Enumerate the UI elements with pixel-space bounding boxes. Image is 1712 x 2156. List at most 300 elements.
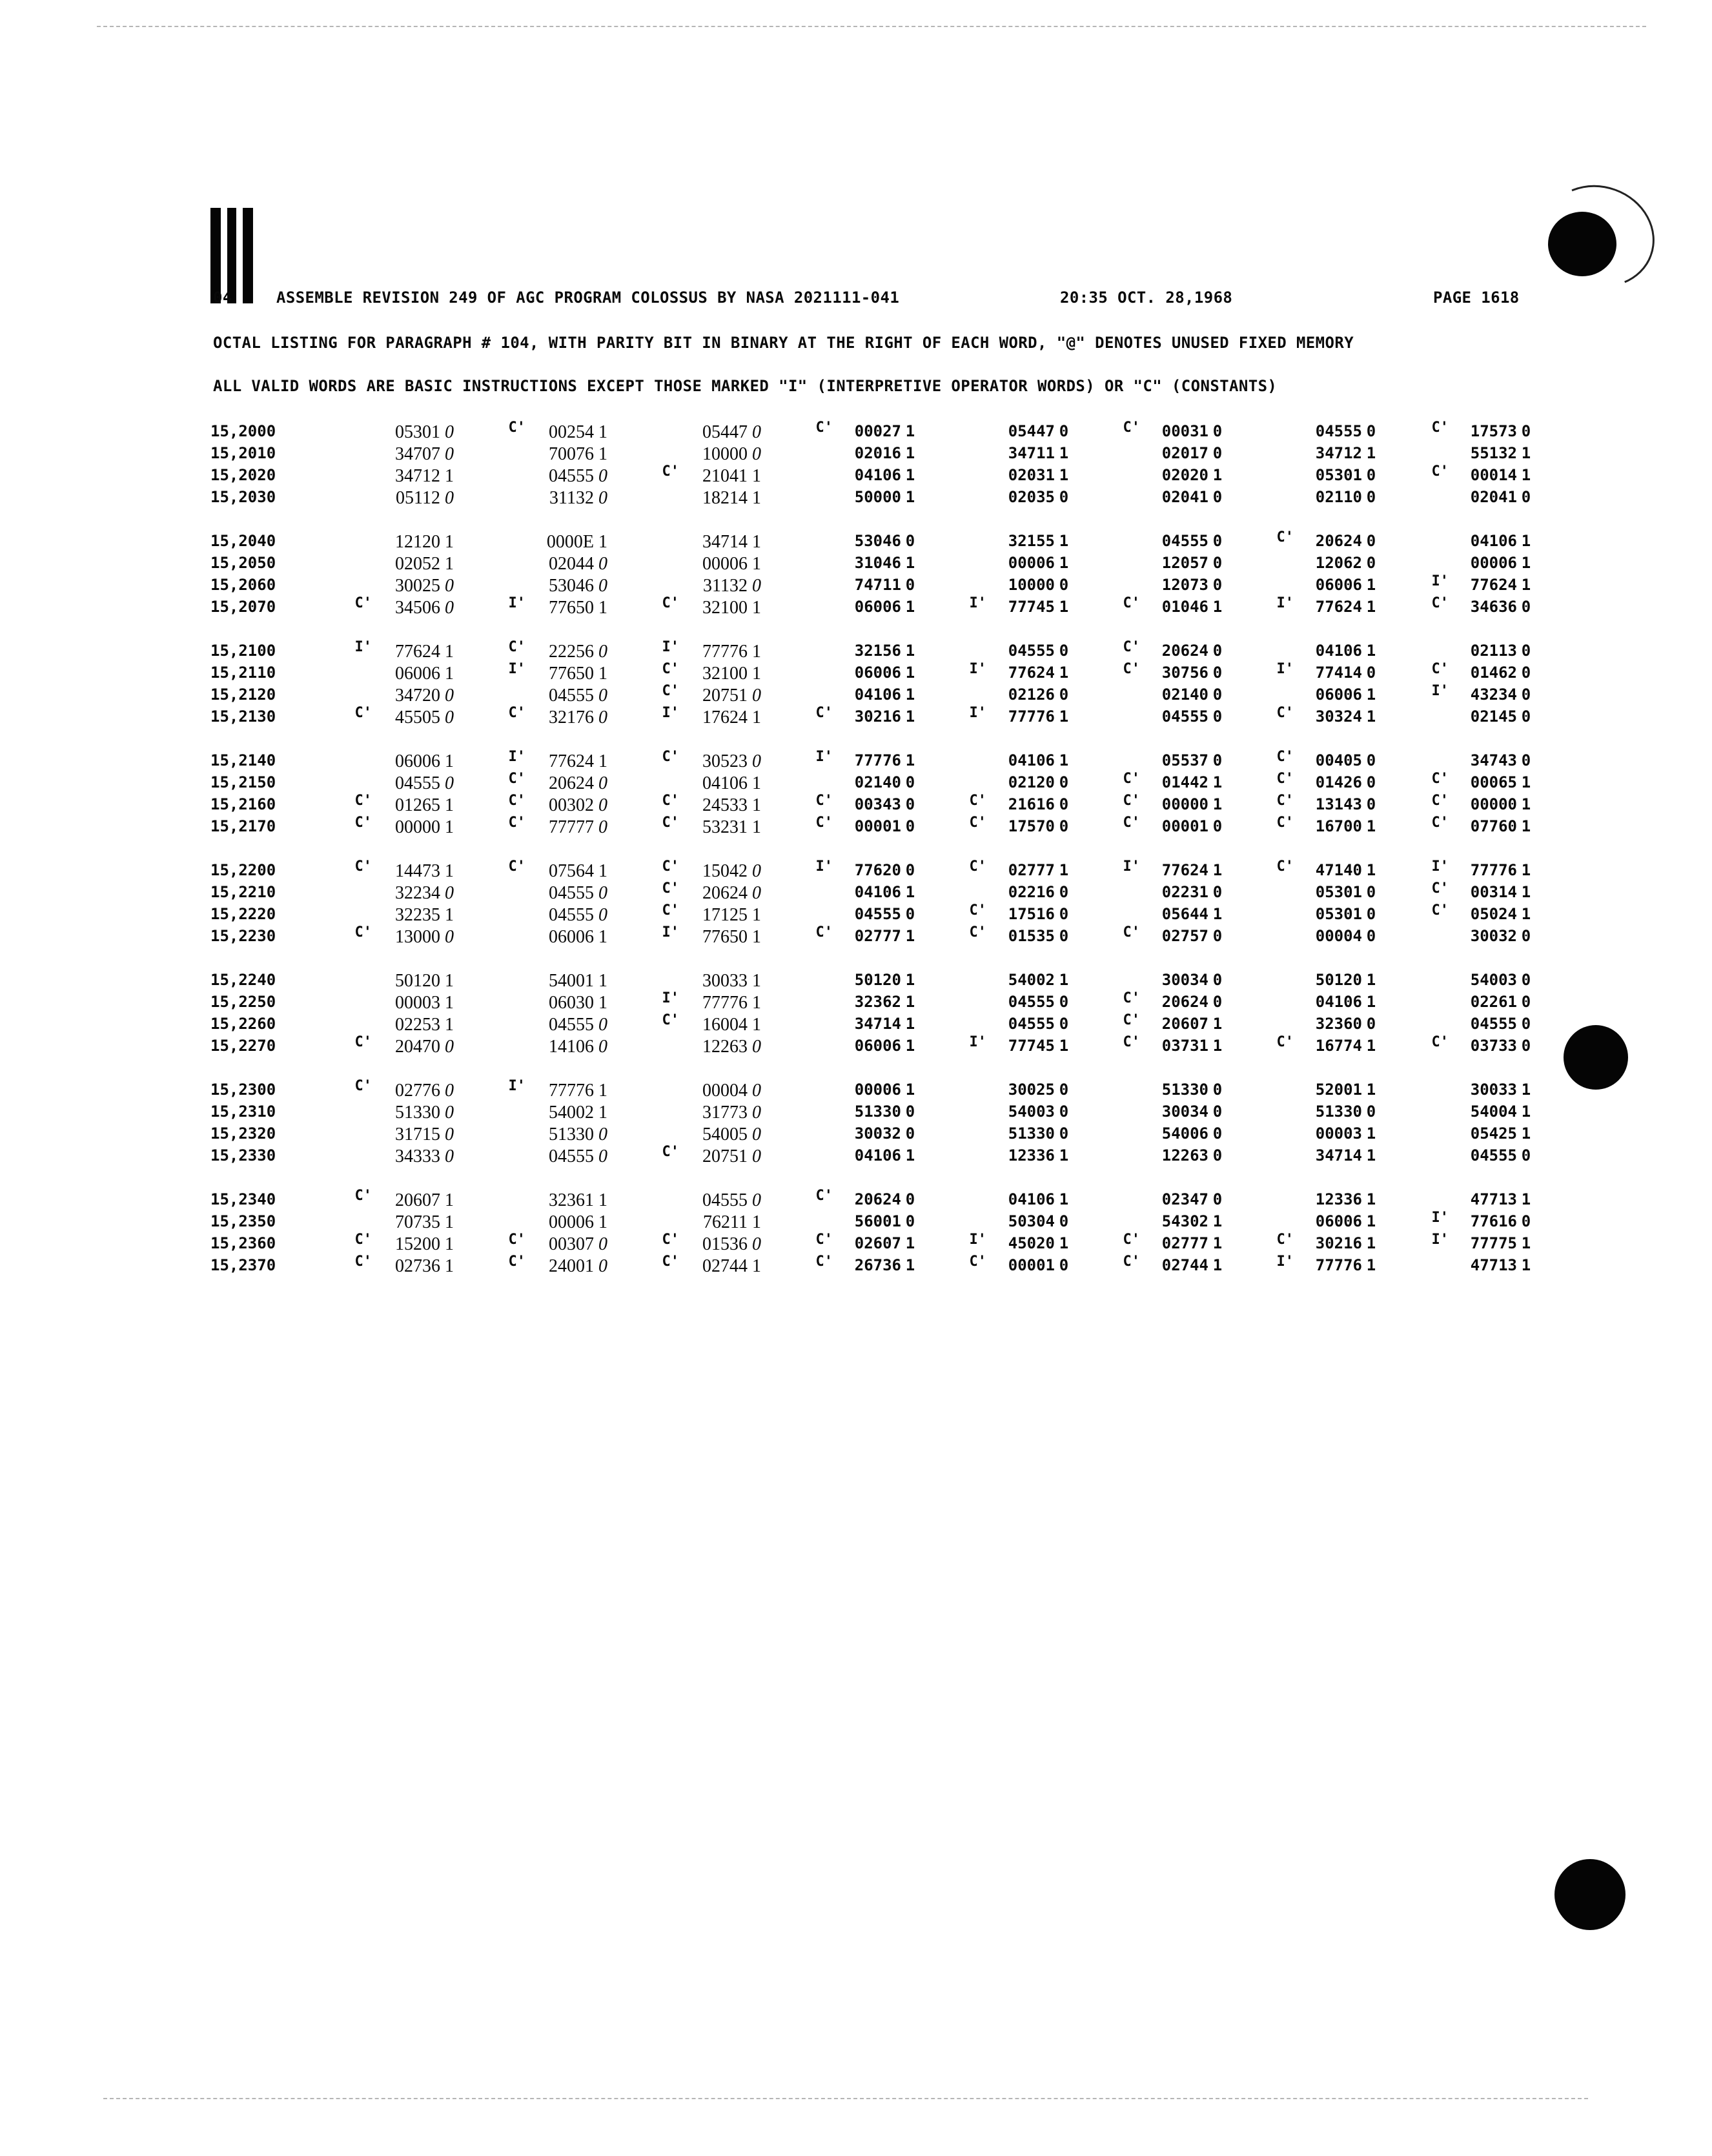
word-value: 04555	[549, 1146, 594, 1166]
listing-word	[343, 1234, 460, 1256]
listing-word	[497, 1078, 613, 1103]
parity-bit: 1	[1212, 466, 1223, 484]
parity-bit: 1	[1059, 971, 1069, 989]
listing-word	[1265, 971, 1381, 993]
listing-word	[1265, 444, 1381, 466]
word-value: 30032	[1470, 927, 1517, 945]
listing-word	[1265, 1190, 1381, 1212]
listing-word	[1265, 817, 1381, 839]
parity-bit: 1	[1366, 1037, 1376, 1055]
row-address: 15,2350	[210, 1212, 276, 1230]
listing-word	[1112, 1234, 1228, 1256]
listing-word	[804, 532, 921, 554]
word-value: 05447	[702, 422, 748, 442]
listing-word	[1265, 707, 1381, 729]
listing-word	[651, 1234, 767, 1256]
listing-word	[1420, 661, 1536, 686]
word-value: 04555	[1008, 993, 1055, 1011]
word-value: 47140	[1315, 861, 1362, 879]
word-marker: I'	[1431, 859, 1449, 875]
listing-word	[343, 707, 460, 729]
parity-bit: 0	[598, 707, 607, 727]
word-value: 30216	[1315, 1234, 1362, 1252]
listing-word	[651, 422, 767, 444]
word-value: 10000	[702, 444, 748, 464]
listing-word	[1420, 573, 1536, 598]
parity-bit: 0	[598, 1015, 607, 1035]
listing-word	[1265, 595, 1381, 620]
listing-word	[497, 1124, 613, 1146]
word-marker: I'	[969, 1232, 986, 1248]
parity-bit: 0	[905, 795, 915, 813]
listing-word	[1420, 463, 1536, 488]
row-address: 15,2220	[210, 905, 276, 923]
word-marker: I'	[1431, 1210, 1449, 1226]
word-value: 04555	[549, 1015, 594, 1035]
parity-bit: 0	[445, 1037, 454, 1057]
word-value: 00003	[1315, 1124, 1362, 1143]
listing-word	[497, 707, 613, 729]
word-value: 00004	[1315, 927, 1362, 945]
word-value: 15042	[702, 861, 748, 881]
parity-bit: 1	[1521, 773, 1531, 791]
listing-word	[1420, 880, 1536, 905]
listing-word	[804, 1124, 921, 1146]
parity-bit: 0	[752, 1037, 761, 1057]
parity-bit: 0	[1212, 554, 1223, 572]
listing-row	[210, 639, 1542, 664]
listing-word	[1265, 1015, 1381, 1037]
listing-word	[343, 686, 460, 707]
word-value: 06006	[854, 1037, 901, 1055]
word-value: 07760	[1470, 817, 1517, 835]
parity-bit: 0	[1521, 488, 1531, 506]
word-marker: I'	[1431, 1232, 1449, 1248]
word-value: 16004	[702, 1015, 748, 1035]
word-marker: I'	[354, 639, 372, 655]
word-value: 77776	[702, 993, 748, 1013]
word-value: 00006	[854, 1081, 901, 1099]
word-value: 01536	[702, 1234, 748, 1254]
listing-row	[210, 1103, 1542, 1124]
word-value: 76211	[703, 1212, 748, 1232]
row-address: 15,2340	[210, 1190, 276, 1208]
listing-word	[804, 444, 921, 466]
listing-word	[497, 795, 613, 817]
word-value: 01265	[395, 795, 440, 815]
listing-word	[343, 751, 460, 773]
listing-word	[1112, 971, 1228, 993]
word-value: 20751	[702, 1146, 748, 1166]
listing-word	[1112, 554, 1228, 576]
parity-bit: 0	[1212, 422, 1223, 440]
word-value: 00343	[854, 795, 901, 813]
listing-word	[804, 707, 921, 729]
listing-word	[497, 576, 613, 598]
word-value: 77776	[549, 1081, 594, 1101]
parity-bit: 1	[1366, 971, 1376, 989]
parity-bit: 1	[905, 642, 915, 660]
word-marker: I'	[662, 990, 679, 1006]
listing-word	[1420, 595, 1536, 620]
word-value: 02744	[702, 1256, 748, 1276]
listing-word	[1420, 795, 1536, 817]
listing-word	[651, 576, 767, 598]
parity-bit: 1	[598, 861, 607, 881]
word-marker: I'	[815, 859, 833, 875]
word-value: 04555	[1008, 1015, 1055, 1033]
listing-word	[1112, 1212, 1228, 1234]
parity-bit: 1	[1059, 1146, 1069, 1164]
listing-word	[651, 1037, 767, 1059]
listing-word	[1265, 751, 1381, 773]
listing-word	[958, 466, 1074, 488]
word-marker: C'	[1276, 793, 1294, 809]
parity-bit: 1	[1212, 1234, 1223, 1252]
parity-bit: 0	[1059, 642, 1069, 660]
parity-bit: 1	[1521, 1124, 1531, 1143]
word-value: 77776	[702, 642, 748, 662]
listing-word	[497, 595, 613, 620]
row-address: 15,2150	[210, 773, 276, 791]
word-marker: C'	[815, 1232, 833, 1248]
parity-bit: 1	[752, 598, 761, 618]
parity-bit: 1	[905, 554, 915, 572]
parity-bit: 0	[1059, 993, 1069, 1011]
parity-bit: 1	[752, 1212, 761, 1232]
parity-bit: 0	[1212, 883, 1223, 901]
word-marker: C'	[508, 639, 525, 655]
listing-word	[804, 817, 921, 839]
parity-bit: 1	[1521, 861, 1531, 879]
listing-word	[804, 1037, 921, 1059]
parity-bit: 1	[598, 751, 607, 771]
word-value: 55132	[1470, 444, 1517, 462]
word-value: 32360	[1315, 1015, 1362, 1033]
word-value: 47713	[1470, 1190, 1517, 1208]
listing-word	[1265, 661, 1381, 686]
word-value: 13143	[1315, 795, 1362, 813]
listing-word	[651, 880, 767, 905]
parity-bit: 0	[598, 1146, 607, 1166]
parity-bit: 0	[1366, 795, 1376, 813]
word-value: 0000E	[546, 532, 594, 552]
word-value: 51330	[1315, 1103, 1362, 1121]
word-value: 02777	[854, 927, 901, 945]
parity-bit: 1	[1212, 1015, 1223, 1033]
word-value: 04555	[549, 883, 594, 903]
word-value: 02031	[1008, 466, 1055, 484]
listing-word	[1265, 927, 1381, 949]
listing-word	[497, 488, 613, 510]
parity-bit: 1	[905, 686, 915, 704]
listing-word	[1265, 795, 1381, 817]
parity-bit: 1	[1212, 861, 1223, 879]
word-marker: C'	[508, 1232, 525, 1248]
header-title: ASSEMBLE REVISION 249 OF AGC PROGRAM COLOSSUS BY NASA 2021111-041	[276, 289, 900, 307]
row-address: 15,2300	[210, 1081, 276, 1099]
row-address: 15,2000	[210, 422, 276, 440]
word-value: 16774	[1315, 1037, 1362, 1055]
parity-bit: 1	[1366, 707, 1376, 726]
parity-bit: 1	[752, 664, 761, 684]
parity-bit: 0	[1059, 1256, 1069, 1274]
listing-word	[1265, 1256, 1381, 1278]
listing-word	[958, 1146, 1074, 1168]
listing-word	[1112, 905, 1228, 927]
word-value: 00302	[549, 795, 594, 815]
word-marker: I'	[662, 705, 679, 721]
word-marker: C'	[1276, 705, 1294, 721]
word-marker: C'	[662, 902, 679, 919]
listing-word	[497, 554, 613, 576]
parity-bit: 0	[1521, 993, 1531, 1011]
parity-bit: 0	[1059, 883, 1069, 901]
parity-bit: 0	[445, 422, 454, 442]
word-marker: I'	[508, 1078, 525, 1094]
word-value: 53231	[702, 817, 748, 837]
listing-row	[210, 880, 1542, 905]
word-marker: C'	[969, 815, 986, 831]
listing-word	[958, 488, 1074, 510]
word-value: 06006	[1315, 686, 1362, 704]
word-marker: C'	[662, 1232, 679, 1248]
listing-word	[497, 1146, 613, 1168]
word-value: 17125	[702, 905, 748, 925]
parity-bit: 1	[1521, 1190, 1531, 1208]
listing-word	[343, 639, 460, 664]
word-value: 32100	[702, 664, 748, 684]
word-value: 30756	[1161, 664, 1208, 682]
word-value: 53046	[854, 532, 901, 550]
word-marker: C'	[815, 1254, 833, 1270]
word-marker: C'	[662, 793, 679, 809]
listing-word	[804, 686, 921, 707]
parity-bit: 0	[752, 1234, 761, 1254]
parity-bit: 0	[752, 444, 761, 464]
word-value: 20624	[1161, 642, 1208, 660]
word-marker: I'	[969, 661, 986, 677]
listing-word	[804, 664, 921, 686]
listing-word	[1420, 971, 1536, 993]
parity-bit: 0	[752, 1124, 761, 1144]
parity-bit: 1	[1521, 532, 1531, 550]
parity-bit: 1	[905, 927, 915, 945]
listing-word	[651, 554, 767, 576]
parity-bit: 1	[1059, 444, 1069, 462]
listing-word	[651, 795, 767, 817]
word-value: 77620	[854, 861, 901, 879]
word-value: 03733	[1470, 1037, 1517, 1055]
listing-word	[651, 444, 767, 466]
parity-bit: 0	[1212, 664, 1223, 682]
word-marker: C'	[969, 924, 986, 941]
listing-word	[958, 1212, 1074, 1234]
listing-word	[651, 902, 767, 927]
listing-word	[958, 422, 1074, 444]
parity-bit: 0	[1521, 1037, 1531, 1055]
word-marker: C'	[354, 793, 372, 809]
listing-word	[497, 1103, 613, 1124]
word-marker: C'	[969, 859, 986, 875]
parity-bit: 0	[598, 817, 607, 837]
word-value: 54003	[1008, 1103, 1055, 1121]
listing-word	[804, 1256, 921, 1278]
word-value: 34720	[395, 686, 440, 706]
listing-word	[1420, 683, 1536, 707]
listing-word	[651, 1103, 767, 1124]
word-value: 04106	[854, 1146, 901, 1164]
listing-word	[1112, 595, 1228, 620]
word-marker: C'	[354, 815, 372, 831]
parity-bit: 1	[445, 1190, 454, 1210]
word-value: 50120	[854, 971, 901, 989]
word-value: 51330	[854, 1103, 901, 1121]
listing-row	[210, 595, 1542, 620]
parity-bit: 0	[1212, 1146, 1223, 1164]
word-marker: C'	[969, 793, 986, 809]
parity-bit: 0	[1212, 927, 1223, 945]
parity-bit: 0	[1212, 1190, 1223, 1208]
row-address: 15,2320	[210, 1124, 276, 1143]
word-marker: C'	[354, 1232, 372, 1248]
parity-bit: 0	[598, 488, 607, 508]
parity-bit: 1	[445, 1212, 454, 1232]
listing-word	[651, 463, 767, 488]
word-value: 04106	[854, 686, 901, 704]
word-marker: C'	[969, 902, 986, 919]
binder-hole-bottom	[1554, 1859, 1625, 1930]
listing-word	[497, 1234, 613, 1256]
word-value: 06006	[549, 927, 594, 947]
listing-word	[804, 971, 921, 993]
listing-word	[1420, 1256, 1536, 1278]
parity-bit: 0	[445, 1103, 454, 1123]
row-address: 15,2010	[210, 444, 276, 462]
listing-row	[210, 422, 1542, 444]
listing-word	[1112, 1012, 1228, 1037]
word-value: 31132	[703, 576, 748, 596]
parity-bit: 1	[598, 1081, 607, 1101]
listing-word	[958, 1190, 1074, 1212]
parity-bit: 1	[1059, 1037, 1069, 1055]
parity-bit: 0	[752, 1103, 761, 1123]
word-value: 17573	[1470, 422, 1517, 440]
word-value: 50120	[395, 971, 440, 991]
listing-word	[1112, 422, 1228, 444]
word-value: 54302	[1161, 1212, 1208, 1230]
parity-bit: 1	[1366, 598, 1376, 616]
word-marker: C'	[1123, 661, 1140, 677]
word-marker: C'	[1123, 990, 1140, 1006]
word-value: 77776	[1470, 861, 1517, 879]
parity-bit: 1	[445, 861, 454, 881]
parity-bit: 0	[445, 883, 454, 903]
word-value: 03731	[1161, 1037, 1208, 1055]
word-value: 02253	[395, 1015, 440, 1035]
word-value: 02041	[1161, 488, 1208, 506]
word-marker: C'	[354, 1078, 372, 1094]
word-value: 05301	[1315, 883, 1362, 901]
parity-bit: 1	[752, 773, 761, 793]
word-value: 34636	[1470, 598, 1517, 616]
parity-bit: 0	[445, 576, 454, 596]
listing-word	[804, 466, 921, 488]
listing-word	[804, 1081, 921, 1103]
parity-bit: 0	[752, 861, 761, 881]
parity-bit: 0	[1212, 488, 1223, 506]
word-value: 53046	[549, 576, 594, 596]
word-value: 20470	[395, 1037, 440, 1057]
row-address: 15,2200	[210, 861, 276, 879]
row-address: 15,2060	[210, 576, 276, 594]
word-marker: I'	[662, 639, 679, 655]
listing-word	[343, 1078, 460, 1103]
parity-bit: 1	[445, 795, 454, 815]
word-value: 14106	[549, 1037, 594, 1057]
listing-word	[1112, 751, 1228, 773]
word-value: 00006	[702, 554, 748, 574]
word-value: 30033	[1470, 1081, 1517, 1099]
listing-row	[210, 463, 1542, 488]
listing-word	[804, 1146, 921, 1168]
scan-speckle-bottom	[103, 2098, 1588, 2099]
listing-word	[804, 905, 921, 927]
listing-word	[343, 1146, 460, 1168]
listing-word	[804, 1190, 921, 1212]
row-address: 15,2020	[210, 466, 276, 484]
parity-bit: 1	[445, 971, 454, 991]
listing-word	[1265, 1081, 1381, 1103]
listing-word	[958, 902, 1074, 927]
parity-bit: 0	[1366, 466, 1376, 484]
word-marker: C'	[1431, 1034, 1449, 1050]
word-marker: I'	[1123, 859, 1140, 875]
parity-bit: 1	[1059, 1190, 1069, 1208]
parity-bit: 1	[752, 554, 761, 574]
word-value: 06006	[1315, 1212, 1362, 1230]
listing-word	[651, 924, 767, 949]
word-value: 34714	[854, 1015, 901, 1033]
parity-bit: 1	[1366, 576, 1376, 594]
word-value: 02126	[1008, 686, 1055, 704]
listing-description: OCTAL LISTING FOR PARAGRAPH # 104, WITH PARITY BIT IN BINARY AT THE RIGHT OF EACH WORD, "@" DENOTES UNUSED FIXED MEMORY	[213, 334, 1354, 352]
parity-bit: 0	[445, 707, 454, 727]
word-value: 04106	[1008, 1190, 1055, 1208]
parity-bit: 1	[1521, 576, 1531, 594]
word-value: 06006	[395, 664, 440, 684]
listing-row	[210, 529, 1542, 554]
listing-row	[210, 573, 1542, 598]
listing-word	[651, 1190, 767, 1212]
parity-bit: 0	[1521, 707, 1531, 726]
listing-word	[1265, 642, 1381, 664]
word-value: 02261	[1470, 993, 1517, 1011]
word-marker: I'	[969, 1034, 986, 1050]
word-value: 02347	[1161, 1190, 1208, 1208]
listing-word	[958, 686, 1074, 707]
listing-word	[804, 861, 921, 883]
word-value: 34711	[1008, 444, 1055, 462]
listing-word	[1420, 1103, 1536, 1124]
parity-bit: 1	[905, 444, 915, 462]
listing-word	[1265, 1034, 1381, 1059]
parity-bit: 0	[1521, 664, 1531, 682]
listing-word	[1420, 1190, 1536, 1212]
word-value: 02113	[1470, 642, 1517, 660]
row-address: 15,2210	[210, 883, 276, 901]
parity-bit: 1	[1521, 1103, 1531, 1121]
